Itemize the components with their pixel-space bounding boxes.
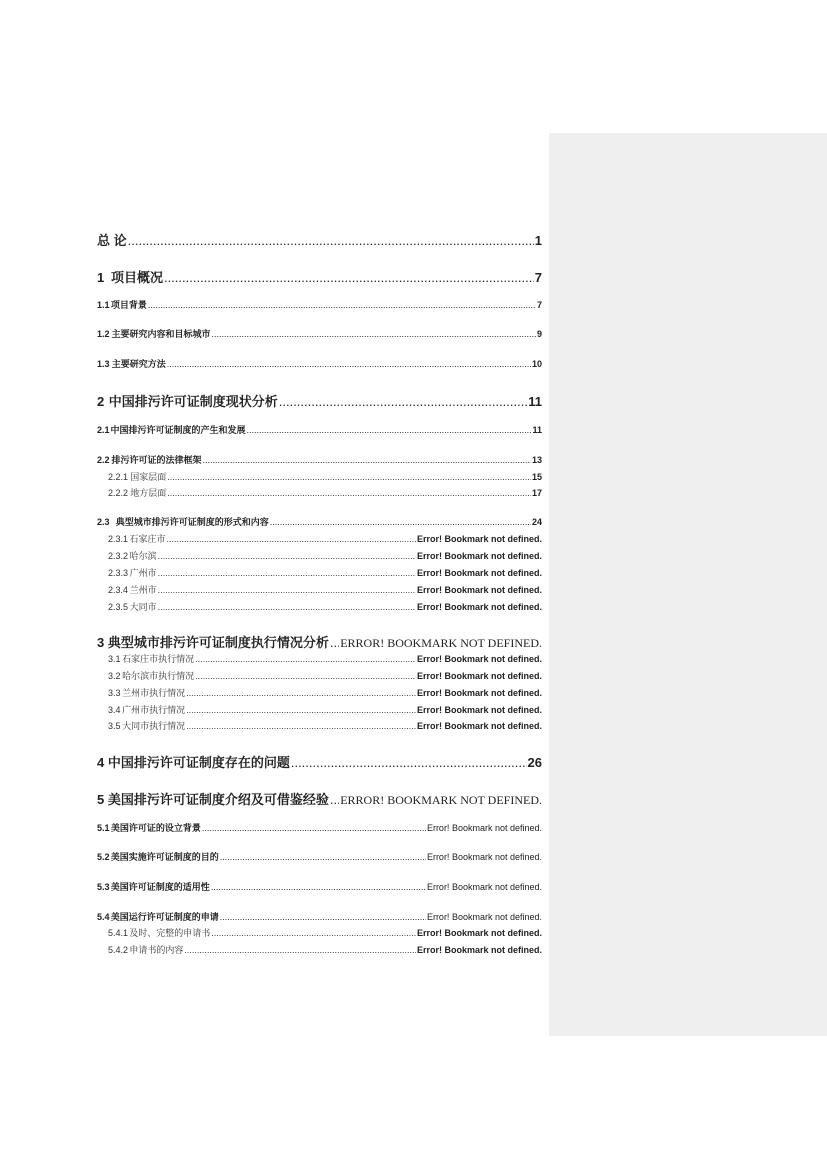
- toc-number: 1.3: [97, 359, 110, 369]
- toc-number: 2.3.1: [108, 534, 129, 544]
- toc-entry-1-2[interactable]: [97, 327, 542, 340]
- dot-leader: [186, 688, 416, 698]
- toc-entry-chapter-3[interactable]: [97, 632, 542, 651]
- dot-leader: [158, 551, 416, 561]
- toc-number: 2.3.5: [108, 602, 129, 612]
- toc-page-number: 26: [527, 755, 542, 770]
- toc-entry-2-3[interactable]: [97, 515, 542, 528]
- toc-page-number: 24: [531, 517, 542, 527]
- toc-number: 3.3: [108, 688, 121, 698]
- toc-entry-5-3[interactable]: [97, 880, 542, 893]
- toc-title: 美国许可证的设立背景: [110, 823, 201, 833]
- toc-title: 3 典型城市排污许可证制度执行情况分析: [97, 635, 329, 650]
- dot-leader: [184, 945, 416, 955]
- toc-title: 石家庄市执行情况: [122, 654, 195, 664]
- dot-leader: [186, 705, 416, 715]
- toc-number: 1: [97, 270, 105, 285]
- toc-page-number: Error! Bookmark not defined.: [416, 705, 542, 715]
- toc-title: 美国实施许可证制度的目的: [110, 852, 219, 862]
- toc-page-number: Error! Bookmark not defined.: [416, 585, 542, 595]
- dot-leader: [167, 359, 531, 369]
- toc-entry-3-1[interactable]: [108, 652, 542, 665]
- toc-entry-3-5[interactable]: [108, 719, 542, 732]
- toc-entry-2-2-1[interactable]: [108, 470, 542, 483]
- toc-title: 中国排污许可证制度的产生和发展: [110, 425, 246, 435]
- toc-page-number: 13: [531, 455, 542, 465]
- toc-number: 1.2: [97, 329, 110, 339]
- toc-title: 总 论: [97, 233, 127, 248]
- dot-leader: [211, 928, 416, 938]
- dot-leader: [211, 329, 536, 339]
- toc-number: 5.1: [97, 823, 110, 833]
- toc-title: 4 中国排污许可证制度存在的问题: [97, 755, 290, 770]
- dot-leader: [158, 568, 416, 578]
- toc-page-number: 10: [531, 359, 542, 369]
- toc-entry-chapter-1[interactable]: [97, 267, 542, 286]
- dot-leader: [195, 671, 416, 681]
- toc-number: 5.3: [97, 882, 110, 892]
- toc-title: 哈尔滨市执行情况: [122, 671, 195, 681]
- toc-title: 广州市: [129, 568, 157, 578]
- toc-number: 2.1: [97, 425, 110, 435]
- dot-leader: [195, 654, 416, 664]
- toc-entry-3-4[interactable]: [108, 703, 542, 716]
- toc-page-number: Error! Bookmark not defined.: [416, 945, 542, 955]
- toc-entry-2-3-4[interactable]: [108, 583, 542, 596]
- toc-entry-2-2-2[interactable]: [108, 486, 542, 499]
- dot-leader: [220, 852, 426, 862]
- toc-page-number: Error! Bookmark not defined.: [426, 882, 542, 892]
- toc-page-number: Error! Bookmark not defined.: [416, 688, 542, 698]
- dot-leader: [279, 394, 528, 409]
- toc-page-number: Error! Bookmark not defined.: [426, 912, 542, 922]
- toc-page-number: Error! Bookmark not defined.: [416, 602, 542, 612]
- toc-title: 广州市执行情况: [122, 705, 186, 715]
- toc-title: 中国排污许可证制度现状分析: [108, 394, 278, 409]
- toc-title: 及时、完整的申请书: [129, 928, 211, 938]
- toc-entry-1-3[interactable]: [97, 357, 542, 370]
- toc-page-number: 15: [531, 472, 542, 482]
- toc-number: 5.4.2: [108, 945, 129, 955]
- toc-title: 申请书的内容: [129, 945, 184, 955]
- toc-number: 3.5: [108, 721, 121, 731]
- toc-title: 5 美国排污许可证制度介绍及可借鉴经验: [97, 792, 329, 807]
- toc-entry-overview[interactable]: [97, 230, 542, 249]
- toc-page-number: Error! Bookmark not defined.: [416, 671, 542, 681]
- toc-page-number: 7: [534, 270, 542, 285]
- dot-leader: [167, 472, 531, 482]
- toc-number: 2.3: [97, 517, 110, 527]
- dot-leader: [148, 300, 536, 310]
- dot-leader: [128, 233, 534, 248]
- dot-leader: [211, 882, 426, 892]
- toc-title: 大同市执行情况: [122, 721, 186, 731]
- toc-title: 兰州市执行情况: [122, 688, 186, 698]
- toc-entry-5-4-2[interactable]: [108, 943, 542, 956]
- toc-entry-chapter-4[interactable]: [97, 752, 542, 771]
- dot-leader: [167, 534, 416, 544]
- toc-number: 2.3.2: [108, 551, 129, 561]
- toc-entry-3-3[interactable]: [108, 686, 542, 699]
- toc-title: 兰州市: [129, 585, 157, 595]
- dot-leader: [167, 488, 531, 498]
- toc-entry-chapter-2[interactable]: [97, 391, 542, 410]
- toc-title: 主要研究内容和目标城市: [111, 329, 211, 339]
- toc-number: 3.4: [108, 705, 121, 715]
- toc-entry-5-2[interactable]: [97, 850, 542, 863]
- toc-title: 排污许可证的法律框架: [111, 455, 202, 465]
- toc-page-number: ERROR! BOOKMARK NOT DEFINED.: [340, 793, 542, 807]
- toc-number: 2.3.4: [108, 585, 129, 595]
- toc-title: 美国运行许可证制度的申请: [110, 912, 219, 922]
- toc-page-number: 9: [536, 329, 542, 339]
- dot-leader: [164, 270, 534, 285]
- toc-number: 3.2: [108, 671, 121, 681]
- toc-title: 典型城市排污许可证制度的形式和内容: [115, 517, 269, 527]
- toc-page-number: 17: [531, 488, 542, 498]
- toc-number: 2.2.1: [108, 472, 129, 482]
- toc-entry-1-1[interactable]: [97, 298, 542, 311]
- toc-number: 5.2: [97, 852, 110, 862]
- toc-title: 石家庄市: [129, 534, 166, 544]
- toc-entry-2-3-2[interactable]: [108, 549, 542, 562]
- toc-title: 美国许可证制度的适用性: [110, 882, 210, 892]
- dot-leader: [202, 823, 426, 833]
- toc-page-number: Error! Bookmark not defined.: [416, 534, 542, 544]
- toc-page-number: Error! Bookmark not defined.: [416, 928, 542, 938]
- toc-page-number: Error! Bookmark not defined.: [416, 721, 542, 731]
- dot-leader: [186, 721, 416, 731]
- toc-page-number: 11: [528, 394, 542, 409]
- toc-entry-3-2[interactable]: [108, 669, 542, 682]
- table-of-contents: [97, 0, 542, 1169]
- toc-page-number: 11: [532, 425, 542, 435]
- dot-leader: [247, 425, 532, 435]
- toc-page-number: 1: [534, 233, 542, 248]
- toc-entry-2-3-3[interactable]: [108, 566, 542, 579]
- dot-leader: [291, 755, 527, 770]
- toc-page-number: Error! Bookmark not defined.: [416, 568, 542, 578]
- toc-title: 项目概况: [110, 270, 163, 285]
- toc-entry-chapter-5[interactable]: [97, 789, 542, 808]
- toc-title: 主要研究方法: [111, 359, 166, 369]
- toc-page-number: 7: [536, 300, 542, 310]
- toc-number: 5.4.1: [108, 928, 129, 938]
- dot-leader: [158, 585, 416, 595]
- dot-leader: [330, 792, 339, 807]
- toc-number: 1.1: [97, 300, 110, 310]
- dot-leader: [158, 602, 416, 612]
- toc-title: 国家层面: [130, 472, 167, 482]
- toc-entry-2-3-1[interactable]: [108, 532, 542, 545]
- toc-entry-5-4[interactable]: [97, 910, 542, 923]
- toc-page-number: Error! Bookmark not defined.: [416, 654, 542, 664]
- toc-page-number: Error! Bookmark not defined.: [426, 823, 542, 833]
- toc-entry-2-3-5[interactable]: [108, 600, 542, 613]
- toc-number: 2.3.3: [108, 568, 129, 578]
- toc-entry-5-4-1[interactable]: [108, 926, 542, 939]
- toc-entry-2-1[interactable]: [97, 423, 542, 436]
- dot-leader: [220, 912, 426, 922]
- toc-title: 哈尔滨: [129, 551, 157, 561]
- toc-number: 2.2.2: [108, 488, 129, 498]
- dot-leader: [202, 455, 531, 465]
- dot-leader: [330, 635, 339, 650]
- toc-number: 5.4: [97, 912, 110, 922]
- toc-page-number: ERROR! BOOKMARK NOT DEFINED.: [340, 636, 542, 650]
- toc-title: 大同市: [129, 602, 157, 612]
- toc-number: 2.2: [97, 455, 110, 465]
- dot-leader: [270, 517, 531, 527]
- toc-page-number: Error! Bookmark not defined.: [426, 852, 542, 862]
- toc-title: 地方层面: [130, 488, 167, 498]
- toc-page-number: Error! Bookmark not defined.: [416, 551, 542, 561]
- toc-entry-2-2[interactable]: [97, 453, 542, 466]
- toc-entry-5-1[interactable]: [97, 821, 542, 834]
- toc-title: 项目背景: [110, 300, 147, 310]
- toc-number: 3.1: [108, 654, 121, 664]
- comment-pane: [549, 133, 827, 1036]
- toc-number: 2: [97, 394, 105, 409]
